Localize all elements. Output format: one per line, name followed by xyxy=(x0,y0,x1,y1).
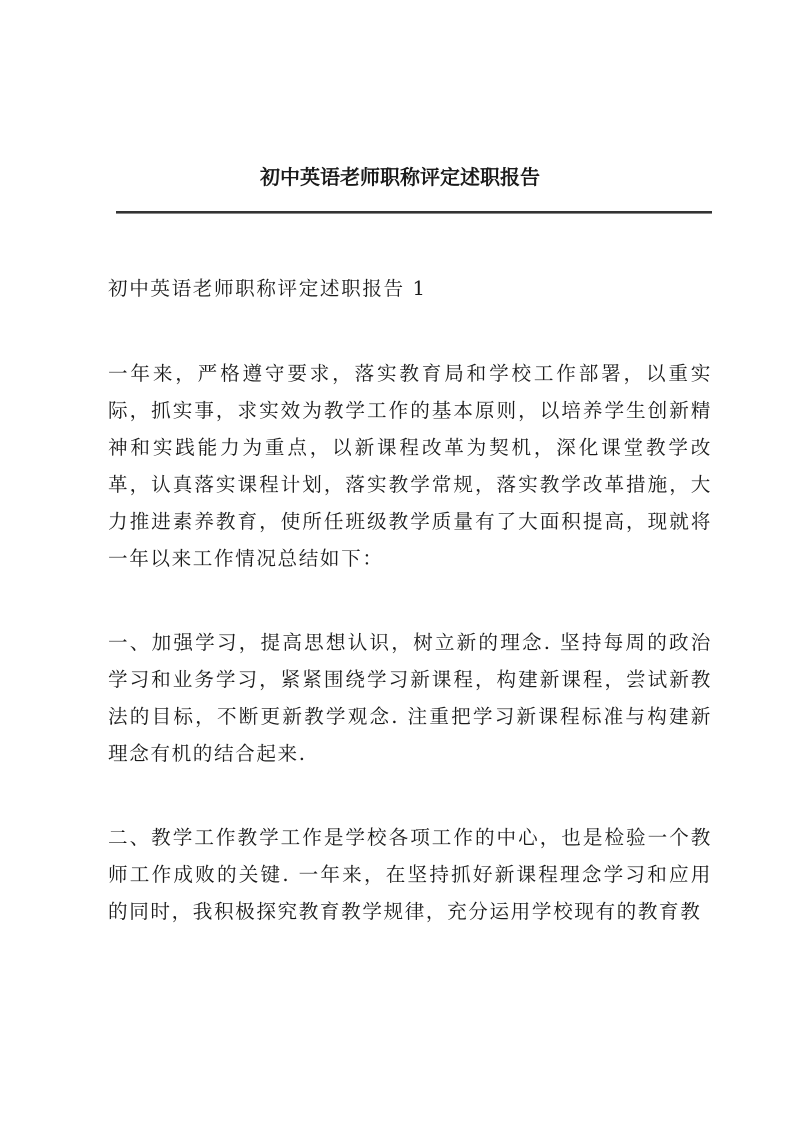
section-heading: 初中英语老师职称评定述职报告 1 xyxy=(108,277,427,300)
body-paragraph-teaching: 二、教学工作教学工作是学校各项工作的中心，也是检验一个教师工作成败的关键. 一年来，在坚持抓好新课程理念学习和应用的同时，我积极探究教育教学规律，充分运用学校现有的教育教 xyxy=(108,826,712,923)
body-paragraph-study: 一、加强学习，提高思想认识，树立新的理念. 坚持每周的政治学习和业务学习，紧紧围绕学习新课程，构建新课程，尝试新教法的目标，不断更新教学观念. 注重把学习新课程标准与构建新理念有机的结合起来. xyxy=(108,631,712,765)
title-divider xyxy=(116,211,712,214)
document-title: 初中英语老师职称评定述职报告 xyxy=(260,165,540,189)
document-body xyxy=(108,270,712,977)
body-paragraph-intro: 一年来，严格遵守要求，落实教育局和学校工作部署，以重实际，抓实事，求实效为教学工作的基本原则，以培养学生创新精神和实践能力为重点，以新课程改革为契机，深化课堂教学改革，认真落实课程计划，落实教学常规，落实教学改革措施，大力推进素养教育，使所任班级教学质量有了大面积提高，现就将一年以来工作情况总结如下： xyxy=(108,362,712,570)
